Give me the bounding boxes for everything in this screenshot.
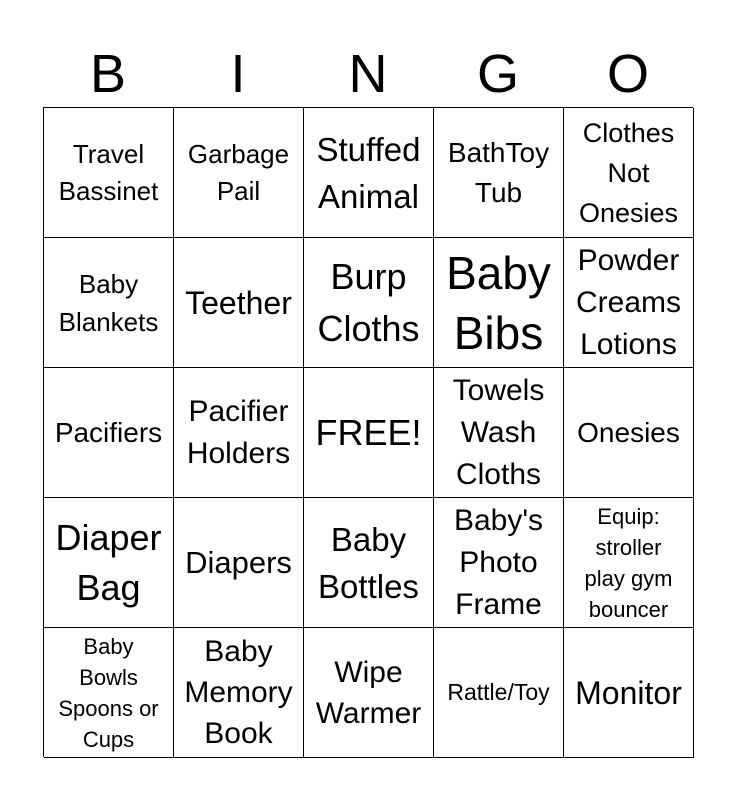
header-letter-i: I [230, 44, 246, 104]
bingo-cell[interactable] [44, 368, 174, 498]
cell-label: Clothes Not Onesies [578, 117, 679, 228]
cell-label: Powder Creams Lotions [575, 243, 681, 361]
cell-label: Stuffed Animal [316, 130, 421, 215]
free-space-cell[interactable] [304, 368, 434, 498]
cell-label: Garbage Pail [187, 138, 290, 206]
cell-label: Burp Cloths [317, 255, 420, 349]
cell-label: Baby Memory Book [184, 635, 293, 750]
bingo-cell[interactable] [434, 628, 564, 758]
bingo-cell[interactable] [564, 368, 694, 498]
bingo-header [43, 42, 693, 106]
bingo-cell[interactable] [434, 498, 564, 628]
bingo-cell[interactable] [434, 368, 564, 498]
bingo-cell[interactable] [564, 498, 694, 628]
free-space-label: FREE! [315, 411, 422, 453]
bingo-cell[interactable] [44, 628, 174, 758]
header-letter-o: O [606, 44, 649, 104]
cell-label: Baby Bibs [446, 246, 551, 359]
cell-label: Baby's Photo Frame [453, 503, 544, 621]
bingo-cell[interactable] [304, 108, 434, 238]
bingo-cell[interactable] [304, 628, 434, 758]
cell-label: Baby Blankets [58, 268, 159, 337]
bingo-board [43, 107, 693, 757]
bingo-cell[interactable] [174, 238, 304, 368]
cell-label: BathToy Tub [447, 136, 550, 208]
bingo-cell[interactable] [434, 108, 564, 238]
bingo-cell[interactable] [564, 108, 694, 238]
cell-label: Baby Bowls Spoons or Cups [58, 633, 159, 752]
cell-label: Wipe Warmer [315, 655, 422, 730]
cell-label: Pacifier Holders [186, 394, 291, 470]
cell-label: Travel Bassinet [58, 138, 159, 206]
header-letter-g: G [476, 44, 519, 104]
cell-label: Diaper Bag [55, 516, 162, 608]
bingo-cell[interactable] [564, 628, 694, 758]
bingo-cell[interactable] [434, 238, 564, 368]
bingo-cell[interactable] [44, 498, 174, 628]
cell-label: Baby Bottles [318, 520, 419, 605]
bingo-cell[interactable] [304, 498, 434, 628]
bingo-cell[interactable] [564, 238, 694, 368]
cell-label: Teether [185, 284, 292, 321]
bingo-cell[interactable] [44, 108, 174, 238]
cell-label: Monitor [575, 674, 682, 711]
bingo-cell[interactable] [174, 368, 304, 498]
cell-label: Pacifiers [54, 416, 163, 448]
cell-label: Rattle/Toy [447, 679, 550, 705]
cell-label: Onesies [577, 416, 680, 448]
header-letter-b: B [89, 44, 127, 104]
header-letter-n: N [348, 44, 388, 104]
bingo-cell[interactable] [174, 108, 304, 238]
cell-label: Equip: stroller play gym bouncer [584, 503, 673, 622]
bingo-cell[interactable] [174, 498, 304, 628]
bingo-cell[interactable] [304, 238, 434, 368]
cell-label: Towels Wash Cloths [452, 373, 545, 491]
bingo-cell[interactable] [174, 628, 304, 758]
cell-label: Diapers [185, 544, 292, 580]
bingo-cell[interactable] [44, 238, 174, 368]
